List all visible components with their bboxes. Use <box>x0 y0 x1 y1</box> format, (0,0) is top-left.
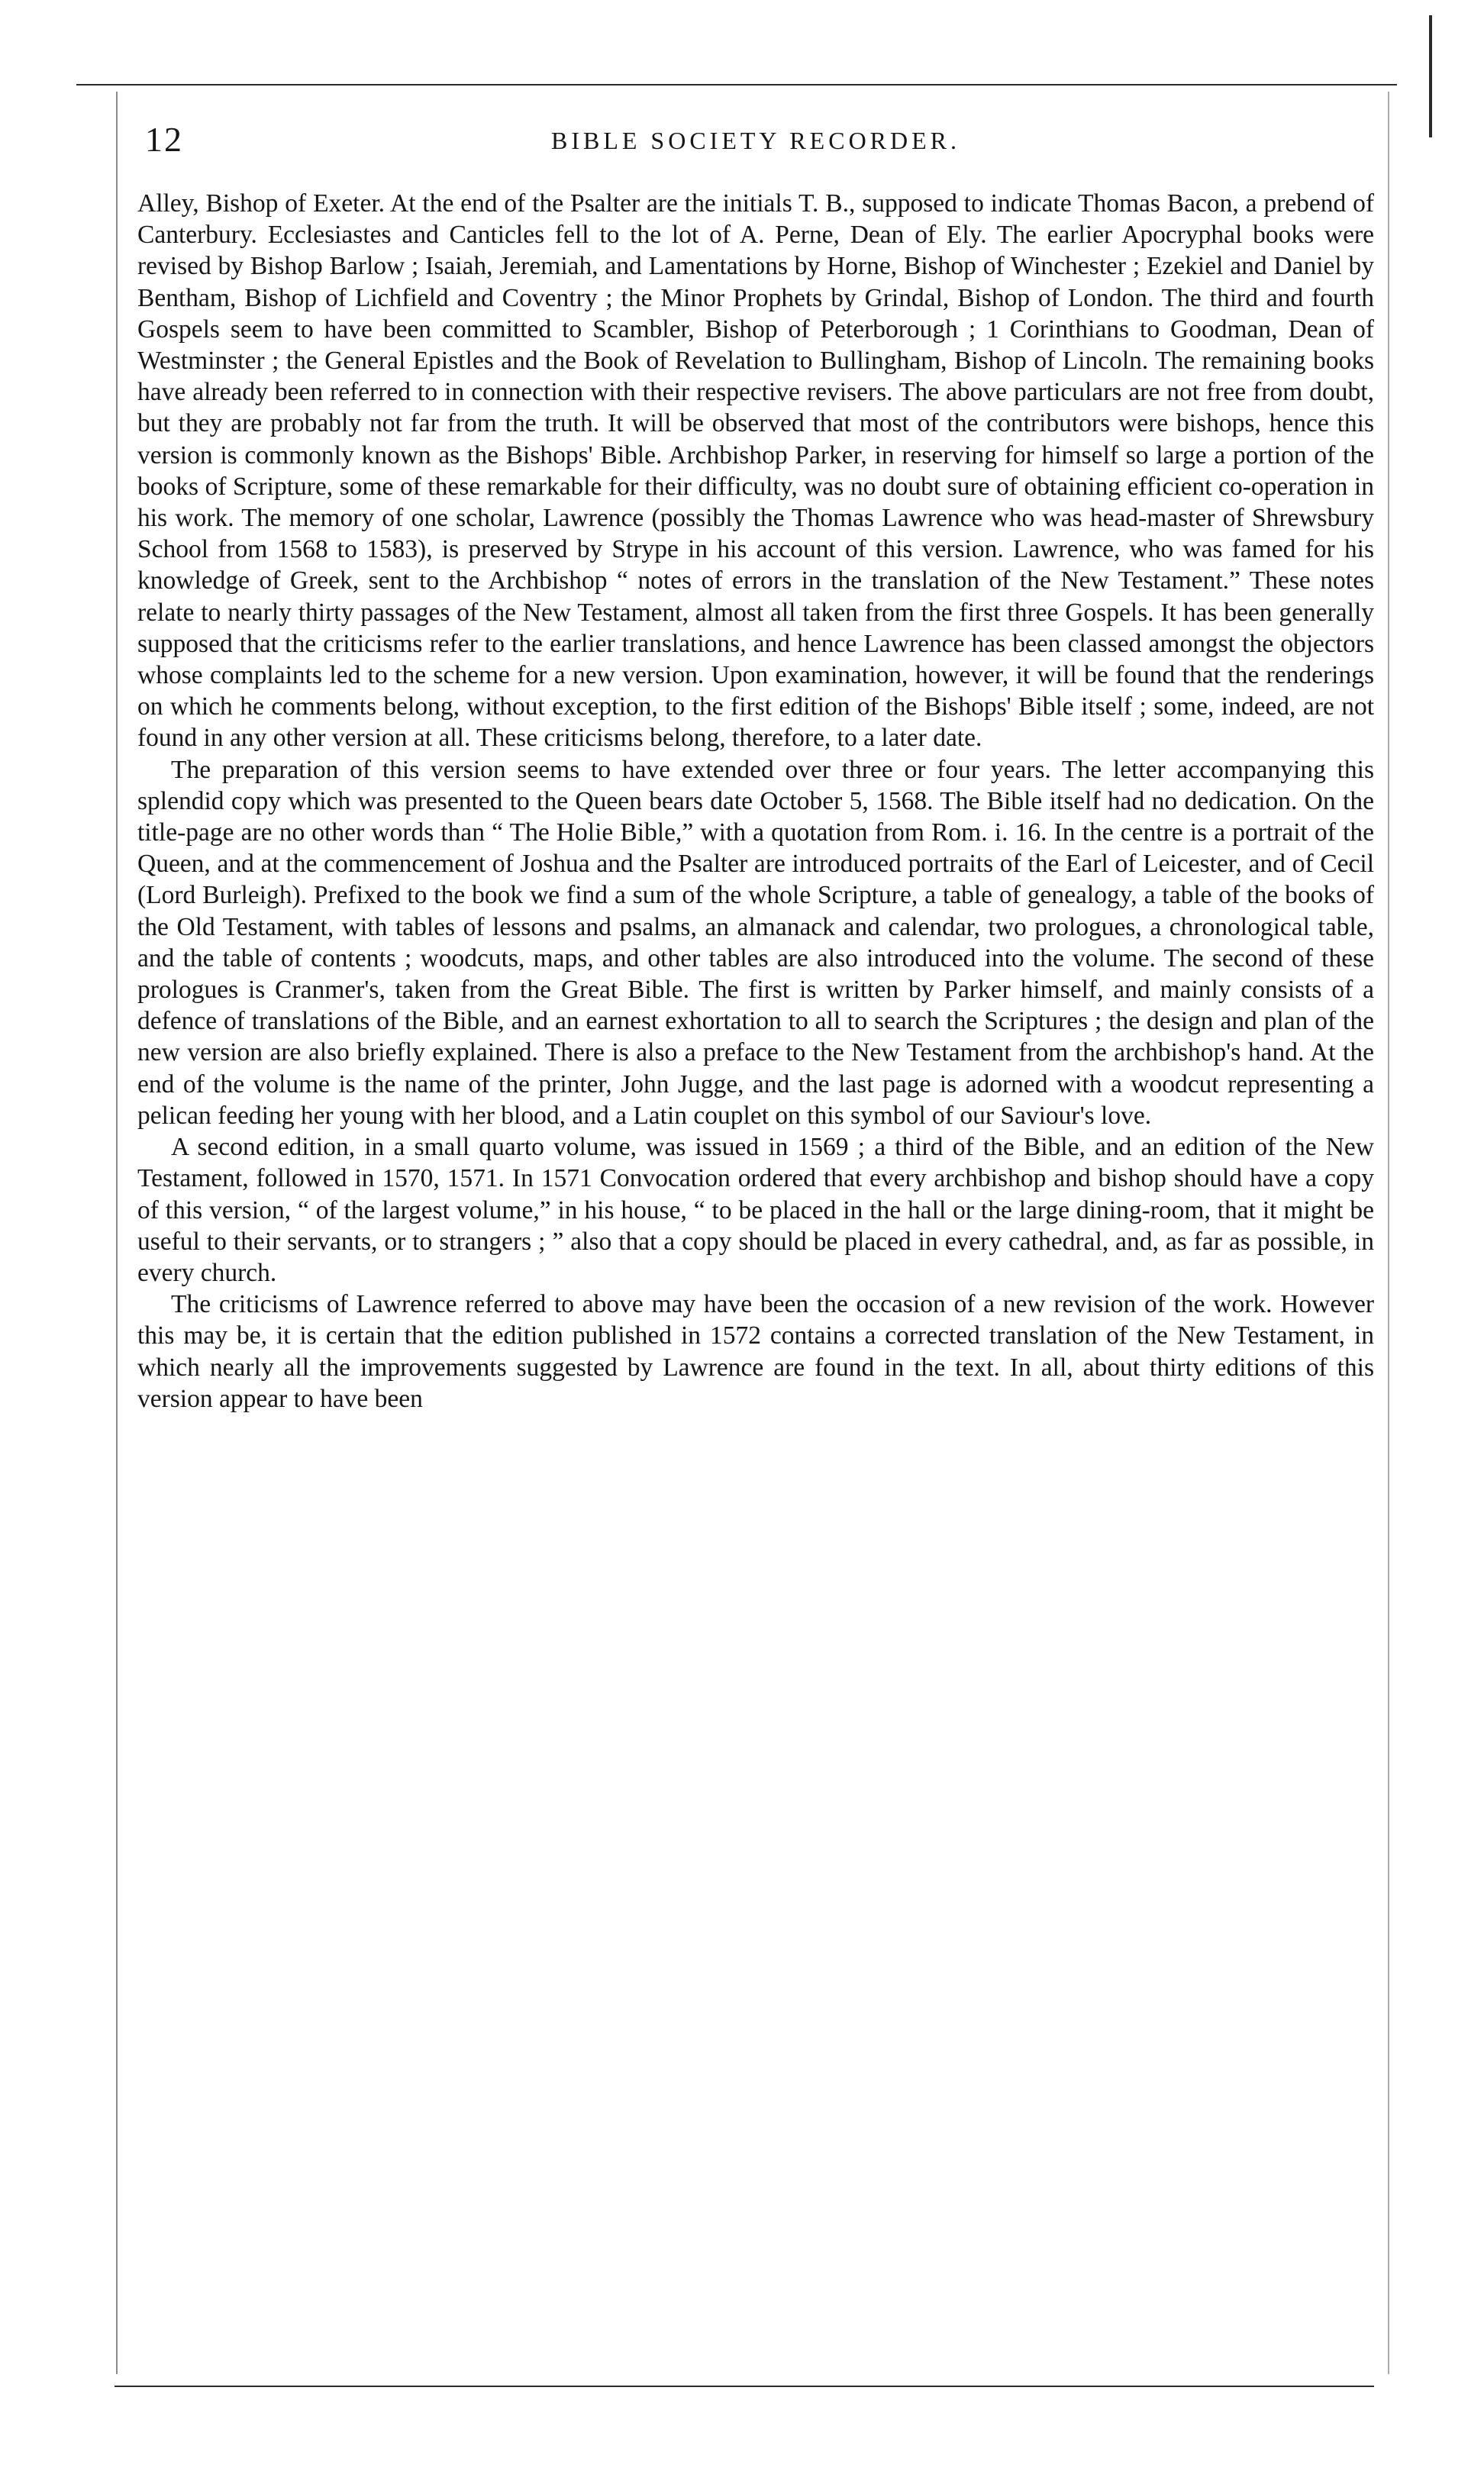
page-header <box>137 115 1374 188</box>
page-number: 12 <box>145 120 183 159</box>
left-rule <box>116 92 118 2374</box>
article-body <box>137 188 1374 1415</box>
running-title: BIBLE SOCIETY RECORDER. <box>550 127 961 154</box>
paragraph: The criticisms of Lawrence referred to above may have been the occasion of a new revision of the work. However this may be, it is certain that the edition published in 1572 contains a corrected translation of the New Testament, in which nearly all the improvements suggested by Lawrence are found in the text. In all, about thirty editions of this version appear to have been <box>137 1290 1374 1413</box>
paragraph: A second edition, in a small quarto volume, was issued in 1569 ; a third of the Bible, and an edition of the New Testament, followed in 1570, 1571. In 1571 Convocation ordered that every archbishop and bishop should have a copy of this version, “ of the largest volume,” in his house, “ to be placed in the hall or the large dining-room, that it might be useful to their servants, or to strangers ; ” also that a copy should be placed in every cathedral, and, as far as possible, in every church. <box>137 1133 1374 1287</box>
top-rule <box>76 84 1397 85</box>
right-rule <box>1388 92 1389 2374</box>
paragraph: Alley, Bishop of Exeter. At the end of the Psalter are the initials T. B., supposed to indicate Thomas Bacon, a prebend of Canterbury. Ecclesiastes and Canticles fell to the lot of A. Perne, Dean of Ely. The earlier Apocryphal books were revised by Bishop Barlow ; Isaiah, Jeremiah, and Lamentations by Horne, Bishop of Winchester ; Ezekiel and Daniel by Bentham, Bishop of Lichfield and Coventry ; the Minor Prophets by Grindal, Bishop of London. The third and fourth Gospels seem to have been committed to Scambler, Bishop of Peterborough ; 1 Corinthians to Goodman, Dean of Westminster ; the General Epistles and the Book of Revelation to Bullingham, Bishop of Lincoln. The remaining books have already been referred to in connection with their respective revisers. The above particulars are not free from doubt, but they are probably not far from the truth. It will be observed that most of the contributors were bishops, hence this version is commonly known as the Bishops' Bible. Archbishop Parker, in reserving for himself so large a portion of the books of Scripture, some of these remarkable for their difficulty, was no doubt sure of obtaining efficient co-operation in his work. The memory of one scholar, Lawrence (possibly the Thomas Lawrence who was head-master of Shrewsbury School from 1568 to 1583), is preserved by Strype in his account of this version. Lawrence, who was famed for his knowledge of Greek, sent to the Archbishop “ notes of errors in the translation of the New Testament.” These notes relate to nearly thirty passages of the New Testament, almost all taken from the first three Gospels. It has been generally supposed that the criticisms refer to the earlier translations, and hence Lawrence has been classed amongst the objectors whose complaints led to the scheme for a new version. Upon examination, however, it will be found that the renderings on which he comments belong, without exception, to the first edition of the Bishops' Bible itself ; some, indeed, are not found in any other version at all. These criticisms belong, therefore, to a later date. <box>137 189 1374 753</box>
paragraph: The preparation of this version seems to have extended over three or four years. The letter accompanying this splendid copy which was presented to the Queen bears date October 5, 1568. The Bible itself had no dedication. On the title-page are no other words than “ The Holie Bible,” with a quotation from Rom. i. 16. In the centre is a portrait of the Queen, and at the commencement of Joshua and the Psalter are introduced portraits of the Earl of Leicester, and of Cecil (Lord Burleigh). Prefixed to the book we find a sum of the whole Scripture, a table of genealogy, a table of the books of the Old Testament, with tables of lessons and psalms, an almanack and calendar, two prologues, a chronological table, and the table of contents ; woodcuts, maps, and other tables are also introduced into the volume. The second of these prologues is Cranmer's, taken from the Great Bible. The first is written by Parker himself, and mainly consists of a defence of translations of the Bible, and an earnest exhortation to all to search the Scriptures ; the design and plan of the new version are also briefly explained. There is also a preface to the New Testament from the archbishop's hand. At the end of the volume is the name of the printer, John Jugge, and the last page is adorned with a woodcut representing a pelican feeding her young with her blood, and a Latin couplet on this symbol of our Saviour's love. <box>137 755 1374 1130</box>
bottom-rule <box>115 2386 1374 2387</box>
page <box>137 115 1374 1415</box>
right-margin-line <box>1429 15 1432 137</box>
